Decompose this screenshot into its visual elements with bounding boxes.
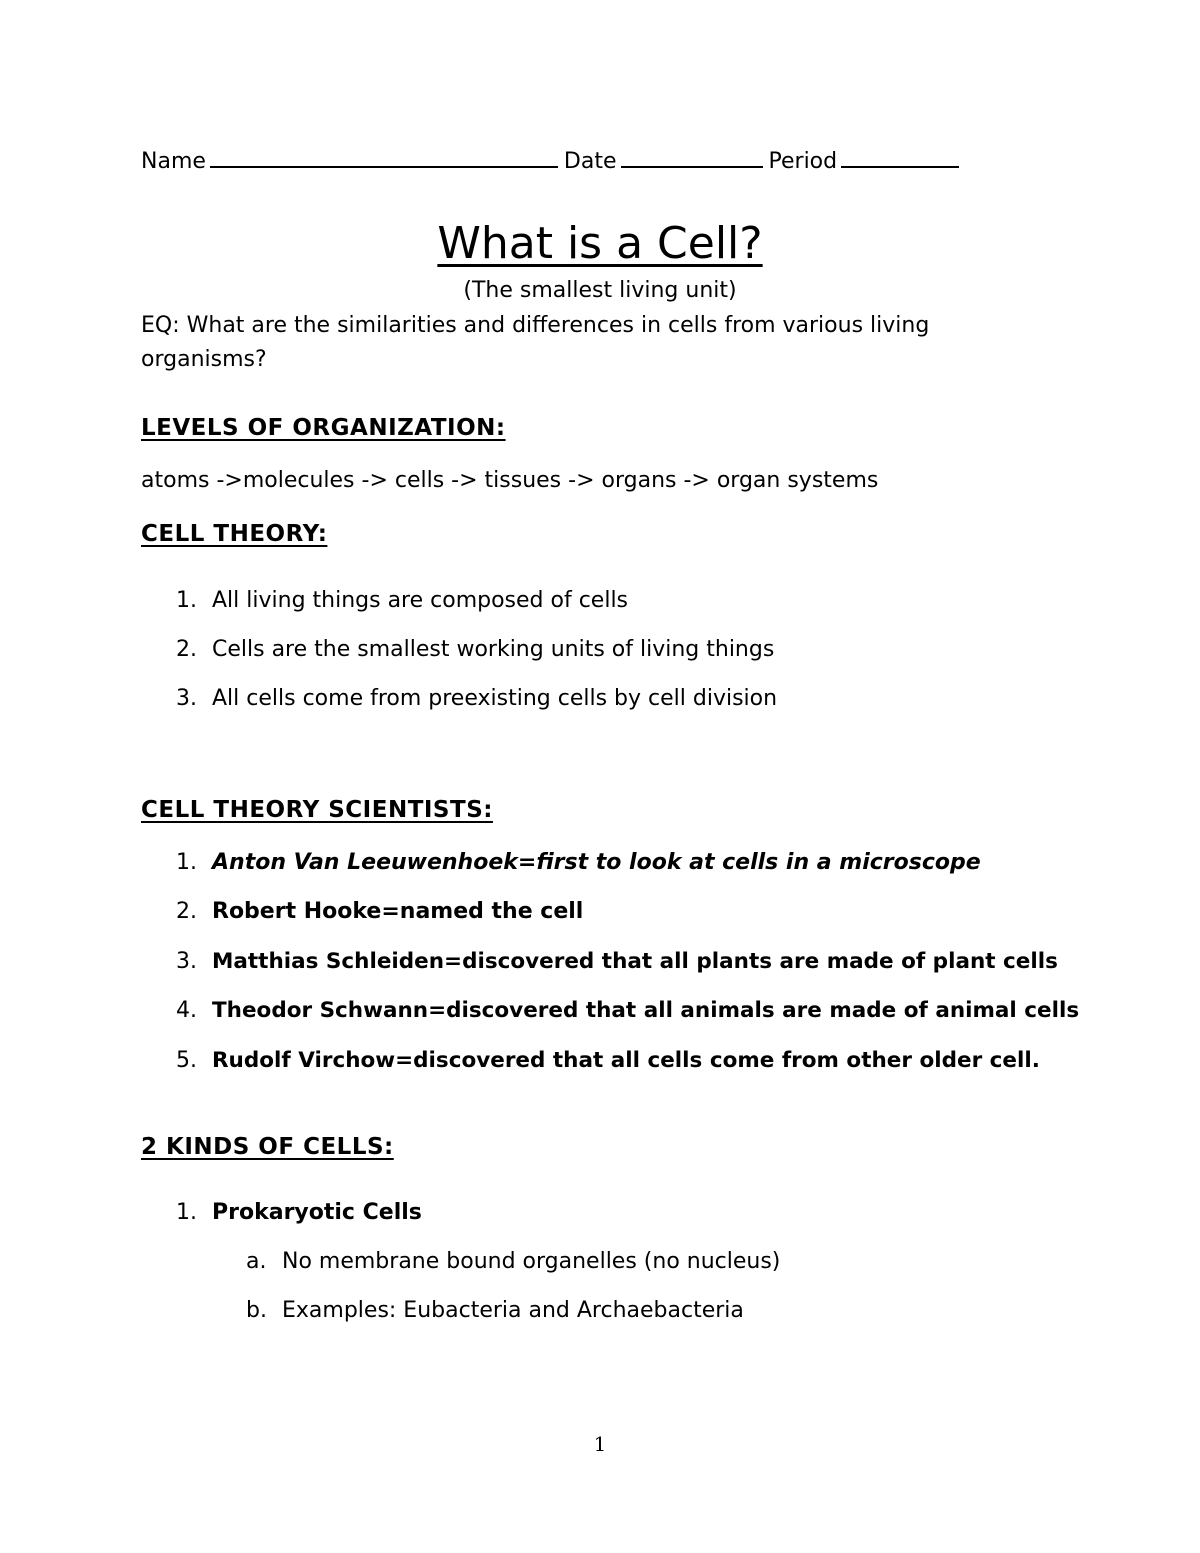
scientist-item: Anton Van Leeuwenhoek=first to look at cells in a microscope (212, 850, 981, 875)
scientist-item: Rudolf Virchow=discovered that all cells come from other older cell. (212, 1048, 1040, 1073)
scientist-item: Theodor Schwann=discovered that all animals are made of animal cells (212, 998, 1080, 1023)
page-subtitle: (The smallest living unit) (463, 278, 737, 303)
list-item-number: 3. (176, 949, 197, 974)
sub-item-letter: a. (246, 1249, 267, 1274)
period-label: Period (768, 149, 838, 174)
cell-theory-item: All cells come from preexisting cells by cell division (212, 686, 778, 711)
list-item-number: 2. (176, 637, 197, 662)
list-item-number: 5. (176, 1048, 197, 1073)
levels-heading: LEVELS OF ORGANIZATION: (141, 415, 506, 441)
scientist-item: Matthias Schleiden=discovered that all plants are made of plant cells (212, 949, 1058, 974)
date-label: Date (563, 149, 617, 174)
page-title: What is a Cell? (437, 218, 763, 269)
name-blank (210, 146, 558, 168)
levels-text: atoms ->molecules -> cells -> tissues -> organs -> organ systems (141, 468, 879, 493)
sub-item: No membrane bound organelles (no nucleus) (282, 1249, 781, 1274)
cell-theory-item: All living things are composed of cells (212, 588, 629, 613)
list-item-number: 1. (176, 1200, 197, 1225)
list-item-number: 4. (176, 998, 197, 1023)
period-blank (841, 146, 959, 168)
scientists-heading: CELL THEORY SCIENTISTS: (141, 797, 493, 823)
page-number: 1 (593, 1432, 607, 1456)
list-item-number: 2. (176, 899, 197, 924)
date-blank (621, 146, 763, 168)
kinds-heading: 2 KINDS OF CELLS: (141, 1134, 394, 1160)
list-item-number: 1. (176, 588, 197, 613)
cell-theory-item: Cells are the smallest working units of living things (212, 637, 775, 662)
scientist-item: Robert Hooke=named the cell (212, 899, 584, 924)
name-label: Name (141, 149, 206, 174)
header-line (141, 146, 965, 175)
essential-question-line-1: EQ: What are the similarities and differences in cells from various living (141, 313, 930, 338)
list-item-number: 3. (176, 686, 197, 711)
sub-item: Examples: Eubacteria and Archaebacteria (282, 1298, 744, 1323)
cell-kind-item: Prokaryotic Cells (212, 1200, 422, 1225)
list-item-number: 1. (176, 850, 197, 875)
sub-item-letter: b. (246, 1298, 267, 1323)
essential-question-line-2: organisms? (141, 347, 267, 372)
cell-theory-heading: CELL THEORY: (141, 521, 328, 547)
